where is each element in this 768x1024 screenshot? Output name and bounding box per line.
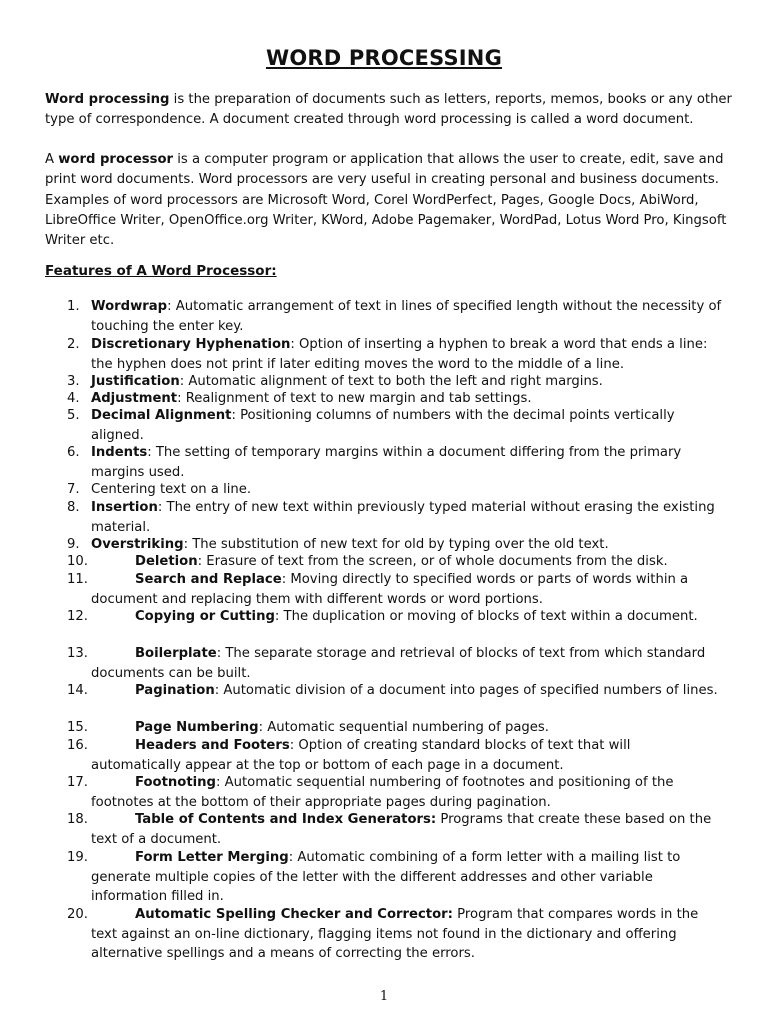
list-item-number: 6. [67, 445, 80, 460]
list-item-number: 13. [67, 646, 88, 661]
list-item-text: : Positioning columns of numbers with the decimal points vertically aligned. [91, 408, 675, 443]
list-item-number: 10. [67, 554, 88, 569]
list-item-number: 12. [67, 609, 88, 624]
intro-paragraph-2-prefix: A [45, 152, 59, 167]
list-item-body [91, 480, 726, 500]
list-item-term: Table of Contents and Index Generators: [135, 812, 437, 827]
list-item-term: Justification [91, 374, 180, 389]
list-item-body [91, 681, 726, 701]
list-item-term: Adjustment [91, 391, 178, 406]
list-item-body [91, 552, 726, 572]
list-item-number: 17. [67, 775, 88, 790]
list-item-text: : Moving directly to specified words or parts of words within a document and replacing them with different words or word portions. [91, 572, 689, 607]
list-item-text: : Option of inserting a hyphen to break a word that ends a line: the hyphen does not print if later editing moves the word to the middle of a line. [91, 337, 708, 372]
list-item-continuation: generate multiple copies of the letter with the different addresses and other variable information filled in. [91, 869, 653, 905]
list-item-body [91, 297, 726, 336]
list-item-text: : Erasure of text from the screen, or of whole documents from the disk. [197, 554, 668, 569]
list-item-number: 2. [67, 337, 80, 352]
list-item-body [91, 335, 726, 374]
list-item-term: Footnoting [135, 775, 216, 790]
list-item-term: Search and Replace [135, 572, 282, 587]
list-item-text: : The substitution of new text for old by typing over the old text. [183, 537, 609, 552]
list-item-term: Page Numbering [135, 720, 259, 735]
features-heading: Features of A Word Processor: [45, 263, 277, 279]
list-item-body [91, 570, 726, 609]
list-item-term: Indents [91, 445, 148, 460]
list-item-number: 3. [67, 374, 80, 389]
list-item-text: : Automatic division of a document into pages of specified numbers of lines. [214, 683, 718, 698]
intro-paragraph-1 [45, 90, 735, 131]
list-item-body [91, 443, 726, 482]
list-item-term: Form Letter Merging [135, 850, 289, 865]
list-item-number: 19. [67, 850, 88, 865]
list-item-number: 11. [67, 572, 88, 587]
list-item-text: : Automatic arrangement of text in lines of specified length without the necessity of touching the enter key. [91, 299, 722, 334]
list-item-body [91, 905, 726, 964]
list-item-term: Copying or Cutting [135, 609, 275, 624]
list-item-number: 8. [67, 500, 80, 515]
list-item-term: Automatic Spelling Checker and Corrector: [135, 907, 453, 922]
list-item-term: Overstriking [91, 537, 184, 552]
list-item-term: Wordwrap [91, 299, 168, 314]
intro-paragraph-2 [45, 150, 735, 251]
list-item-text: : The duplication or moving of blocks of text within a document. [274, 609, 698, 624]
list-item-term: Insertion [91, 500, 158, 515]
list-item-body [91, 406, 726, 445]
list-item-text: : The setting of temporary margins within a document differing from the primary margins used. [91, 445, 682, 480]
list-item-body [91, 498, 726, 537]
list-item-text: Programs that create these based on the text of a document. [91, 812, 712, 847]
list-item-number: 1. [67, 299, 80, 314]
list-item-number: 7. [67, 482, 80, 497]
list-item-number: 20. [67, 907, 88, 922]
list-item-body [91, 848, 726, 907]
term-word-processing: Word processing [45, 92, 170, 107]
list-item-body [91, 810, 726, 849]
list-item-term: Decimal Alignment [91, 408, 232, 423]
list-item-number: 9. [67, 537, 80, 552]
list-item-body [91, 607, 726, 627]
list-item-text: : Automatic sequential numbering of footnotes and positioning of the footnotes at the bottom of their appropriate pages during pagination. [91, 775, 674, 810]
list-item-term: Deletion [135, 554, 198, 569]
list-item-text: : Automatic combining of a form letter with a mailing list to [288, 850, 681, 865]
list-item-text: : Automatic sequential numbering of pages. [258, 720, 549, 735]
list-item-first-line [91, 848, 726, 868]
list-item-body [91, 718, 726, 738]
list-item-term: Discretionary Hyphenation [91, 337, 291, 352]
list-item-number: 15. [67, 720, 88, 735]
list-item-body [91, 773, 726, 812]
list-item-term: Boilerplate [135, 646, 217, 661]
list-item-text: : The entry of new text within previously typed material without erasing the existing material. [91, 500, 715, 535]
list-item-text: : Option of creating standard blocks of text that will [289, 738, 631, 753]
list-item-continuation: automatically appear at the top or bottom of each page in a document. [91, 757, 564, 773]
term-word-processor: word processor [58, 152, 174, 167]
page-title: WORD PROCESSING [265, 46, 503, 70]
list-item-term: Pagination [135, 683, 215, 698]
intro-paragraph-2-text: is a computer program or application that allows the user to create, edit, save and print word documents. Word processors are very useful in creating personal and business documents. Examples of word processors are Microsoft Word, Corel WordPerfect, Pages, Google Docs, AbiWord, LibreOffice Writer, OpenOffice.org Writer, KWord, Adobe Pagemaker, WordPad, Lotus Word Pro, Kingsoft Writer etc. [45, 152, 727, 249]
list-item-body [91, 736, 726, 775]
list-item-number: 14. [67, 683, 88, 698]
list-item-number: 16. [67, 738, 88, 753]
list-item-text: Program that compares words in the text against an on-line dictionary, flagging items not found in the dictionary and offering alternative spellings and a means of correcting the errors. [91, 907, 699, 962]
list-item-text: : Automatic alignment of text to both the left and right margins. [179, 374, 603, 389]
list-item-number: 5. [67, 408, 80, 423]
intro-paragraph-1-text: is the preparation of documents such as letters, reports, memos, books or any other type of correspondence. A document created through word processing is called a word document. [45, 92, 732, 128]
list-item-first-line [91, 736, 726, 756]
list-item-text: Centering text on a line. [91, 482, 252, 497]
list-item-number: 4. [67, 391, 80, 406]
list-item-term: Headers and Footers [135, 738, 290, 753]
page-number: 1 [379, 989, 389, 1004]
list-item-number: 18. [67, 812, 88, 827]
list-item-text: : Realignment of text to new margin and tab settings. [177, 391, 532, 406]
list-item-text: : The separate storage and retrieval of blocks of text from which standard documents can be built. [91, 646, 706, 681]
list-item-body [91, 644, 726, 683]
